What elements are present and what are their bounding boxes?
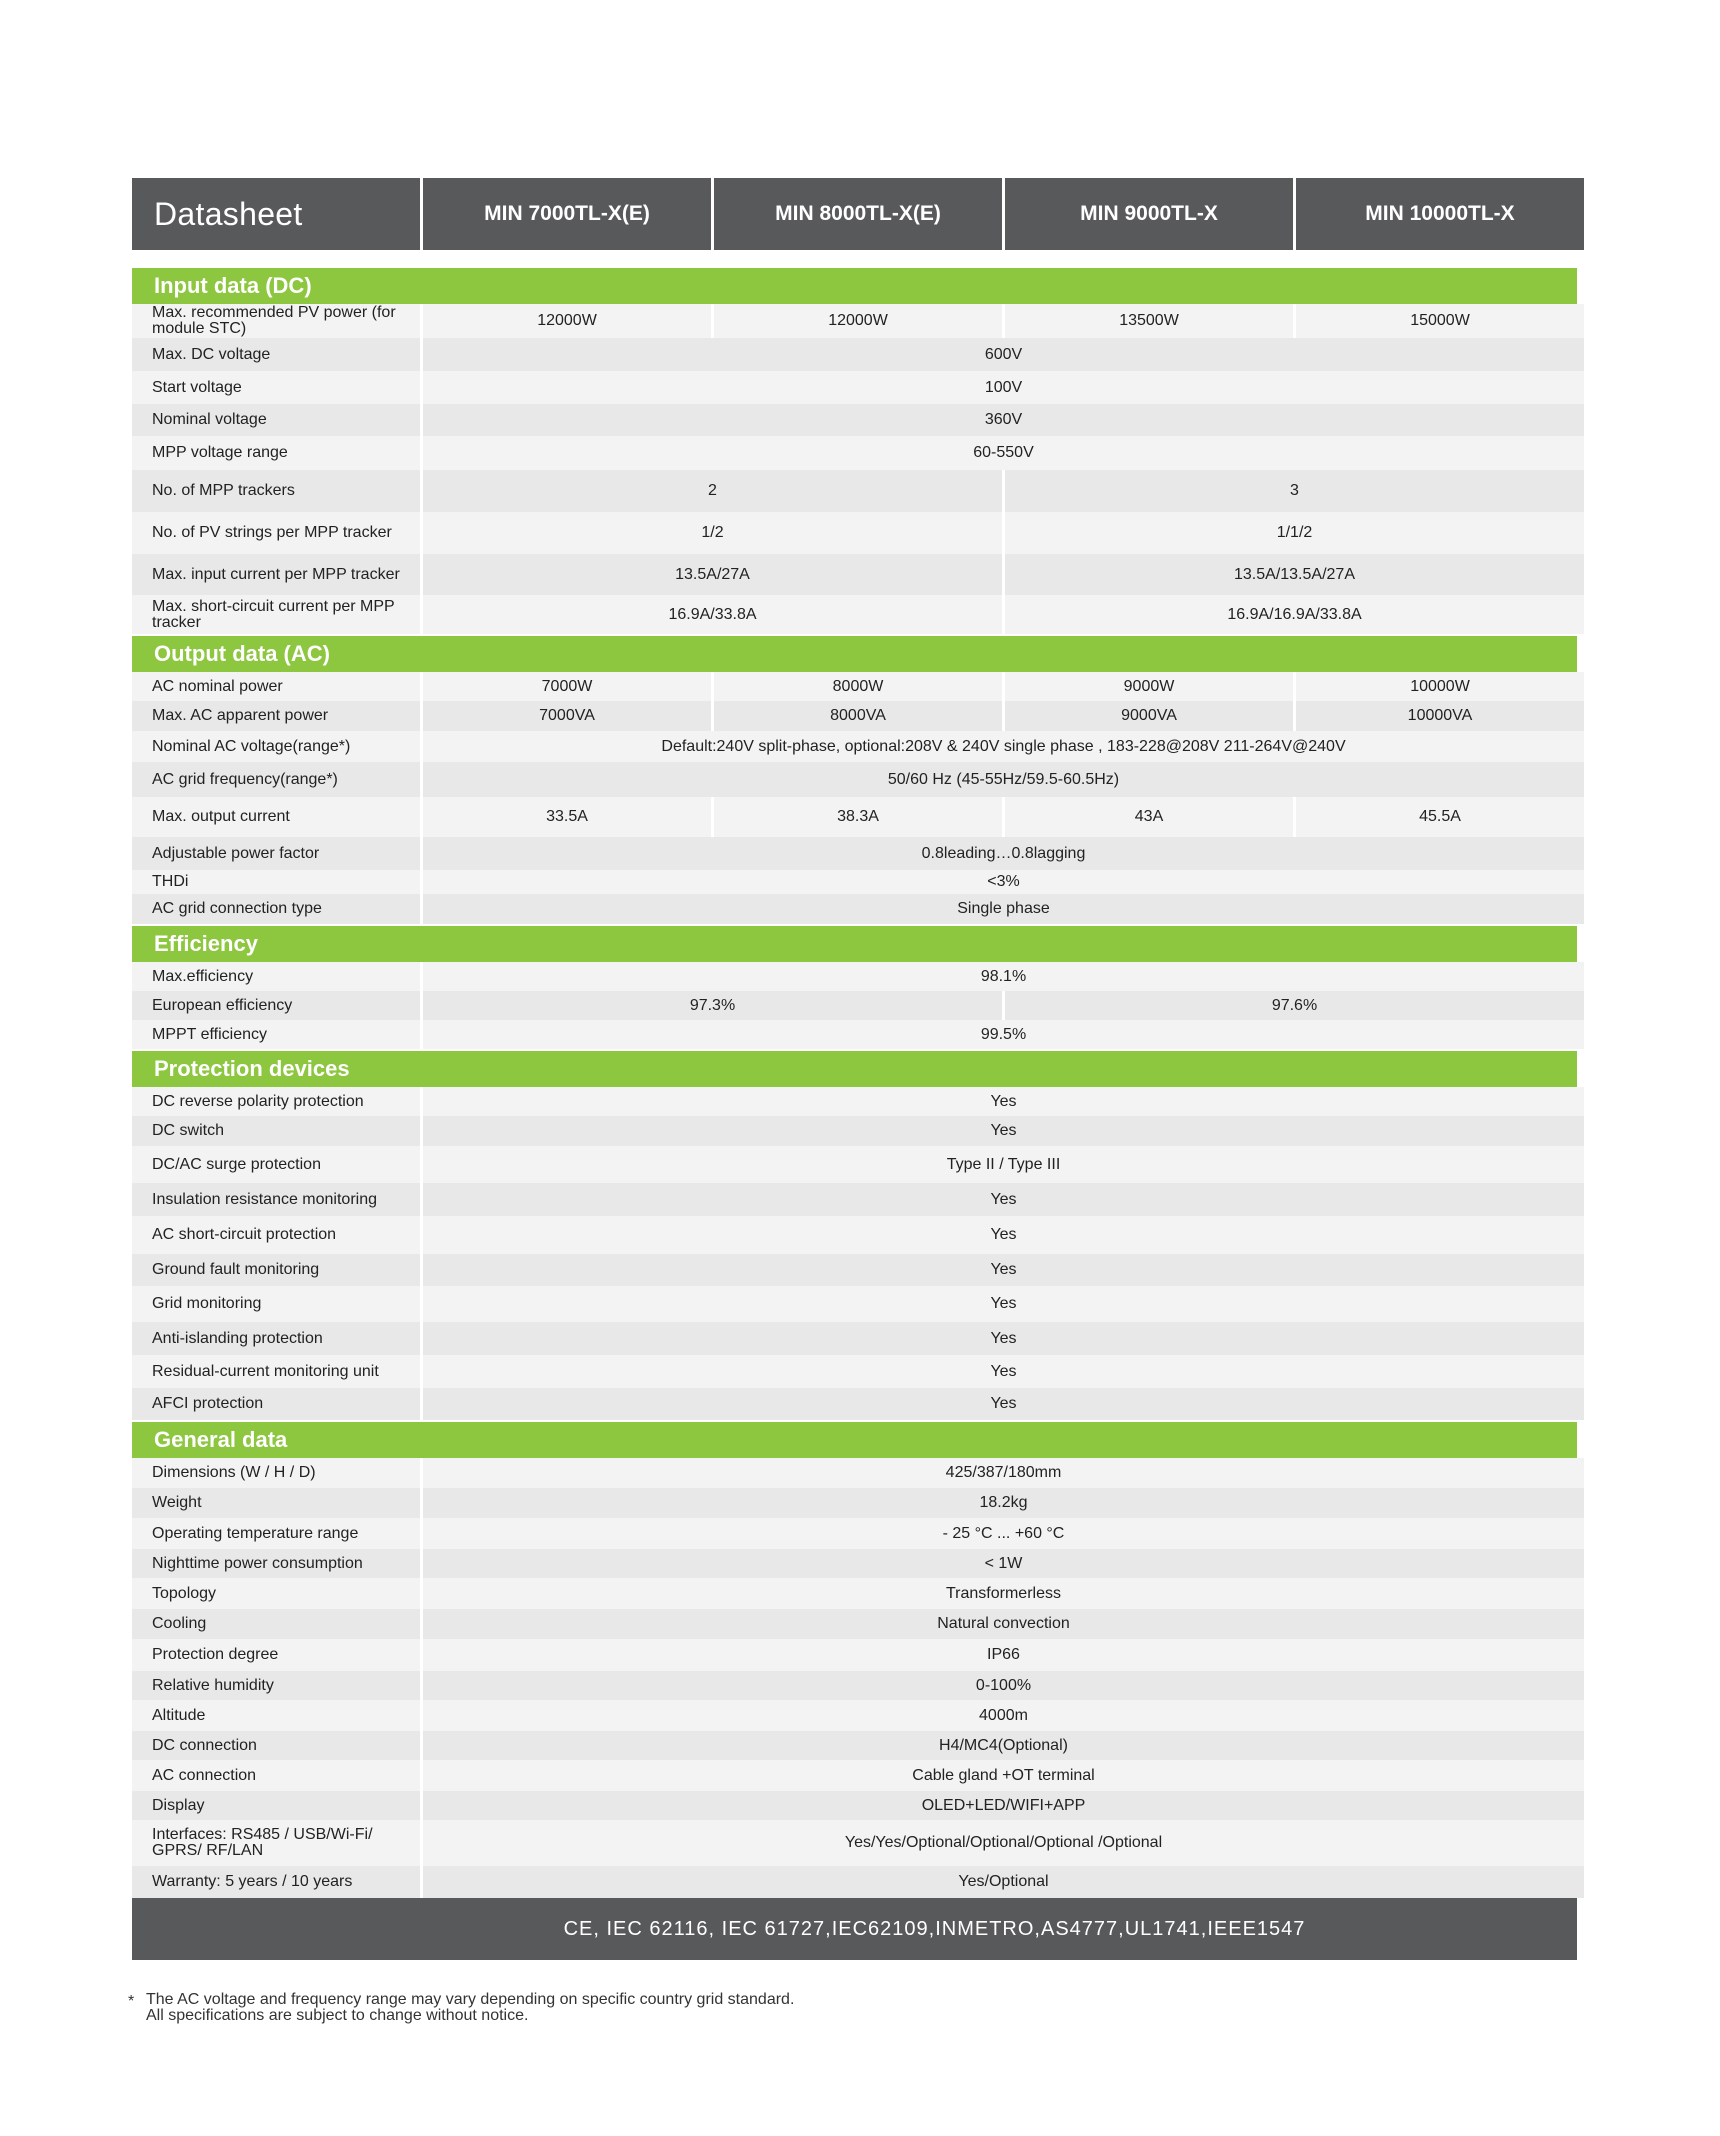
spec-label: Max. output current — [132, 797, 420, 837]
footnote-asterisk: * — [128, 1993, 135, 2010]
spec-row — [132, 1518, 1577, 1549]
spec-value: OLED+LED/WIFI+APP — [423, 1791, 1584, 1820]
certifications-band — [132, 1898, 1577, 1960]
spec-label: Operating temperature range — [132, 1518, 420, 1549]
certifications-text: CE, IEC 62116, IEC 61727,IEC62109,INMETRO,AS4777,UL1741,IEEE1547 — [563, 1917, 1306, 1940]
spec-label: DC reverse polarity protection — [132, 1087, 420, 1116]
spec-label: Dimensions (W / H / D) — [132, 1458, 420, 1488]
spec-value: Yes — [423, 1388, 1584, 1420]
spec-value: 360V — [423, 404, 1584, 436]
spec-label: THDi — [132, 870, 420, 894]
spec-value: 9000W — [1005, 672, 1293, 701]
spec-row — [132, 837, 1577, 870]
footnote-line-2: All specifications are subject to change without notice. — [146, 2007, 529, 2024]
spec-label: Nighttime power consumption — [132, 1549, 420, 1578]
spec-label: Nominal voltage — [132, 404, 420, 436]
spec-row — [132, 1820, 1577, 1866]
spec-sections — [132, 268, 1577, 1898]
spec-row — [132, 371, 1577, 404]
spec-value: 10000W — [1296, 672, 1584, 701]
spec-row — [132, 554, 1577, 595]
spec-value: 60-550V — [423, 436, 1584, 470]
spec-row — [132, 1286, 1577, 1322]
spec-value: Yes — [423, 1216, 1584, 1254]
spec-row — [132, 1731, 1577, 1760]
spec-row — [132, 1216, 1577, 1254]
spec-row — [132, 1549, 1577, 1578]
spec-value: 43A — [1005, 797, 1293, 837]
spec-value: Yes — [423, 1286, 1584, 1322]
spec-value: Single phase — [423, 894, 1584, 924]
spec-row — [132, 1355, 1577, 1388]
spec-row — [132, 870, 1577, 894]
spec-value: 425/387/180mm — [423, 1458, 1584, 1488]
spec-value: 10000VA — [1296, 701, 1584, 731]
spec-label: Max. AC apparent power — [132, 701, 420, 731]
spec-row — [132, 1458, 1577, 1488]
spec-value: 7000VA — [423, 701, 711, 731]
spec-value: Transformerless — [423, 1578, 1584, 1609]
spec-row — [132, 1578, 1577, 1609]
spec-row — [132, 404, 1577, 436]
spec-row — [132, 1791, 1577, 1820]
spec-label: Max.efficiency — [132, 962, 420, 991]
spec-value: 600V — [423, 338, 1584, 371]
section-title: Efficiency — [132, 926, 1577, 962]
spec-row — [132, 470, 1577, 512]
spec-row — [132, 762, 1577, 797]
spec-label: MPP voltage range — [132, 436, 420, 470]
spec-row — [132, 672, 1577, 701]
spec-label: Residual-current monitoring unit — [132, 1355, 420, 1388]
spec-row — [132, 1639, 1577, 1671]
spec-label: Warranty: 5 years / 10 years — [132, 1866, 420, 1898]
spec-label: Altitude — [132, 1700, 420, 1731]
spec-row — [132, 512, 1577, 554]
spec-value: 8000W — [714, 672, 1002, 701]
spec-value: Yes — [423, 1183, 1584, 1216]
model-header-4: MIN 10000TL-X — [1296, 178, 1584, 250]
spec-value: 1/2 — [423, 512, 1002, 554]
spec-row — [132, 1116, 1577, 1146]
spec-value: 9000VA — [1005, 701, 1293, 731]
spec-value: 13.5A/13.5A/27A — [1005, 554, 1584, 595]
footnote — [128, 1992, 794, 2024]
section-title: Protection devices — [132, 1051, 1577, 1087]
spec-value: 100V — [423, 371, 1584, 404]
spec-label: Topology — [132, 1578, 420, 1609]
spec-value: 45.5A — [1296, 797, 1584, 837]
spec-row — [132, 962, 1577, 991]
spec-row — [132, 1866, 1577, 1898]
spec-value: Cable gland +OT terminal — [423, 1760, 1584, 1791]
spec-value: Yes — [423, 1087, 1584, 1116]
spec-value: 98.1% — [423, 962, 1584, 991]
spec-row — [132, 1700, 1577, 1731]
spec-label: No. of MPP trackers — [132, 470, 420, 512]
spec-label: AC nominal power — [132, 672, 420, 701]
section-title: General data — [132, 1422, 1577, 1458]
spec-label: AFCI protection — [132, 1388, 420, 1420]
spec-row — [132, 1183, 1577, 1216]
spec-value: Yes — [423, 1322, 1584, 1355]
spec-label: Insulation resistance monitoring — [132, 1183, 420, 1216]
spec-value: Natural convection — [423, 1609, 1584, 1639]
spec-value: 13.5A/27A — [423, 554, 1002, 595]
spec-value: 15000W — [1296, 304, 1584, 338]
spec-value: 12000W — [423, 304, 711, 338]
spec-row — [132, 1020, 1577, 1049]
spec-label: AC short-circuit protection — [132, 1216, 420, 1254]
spec-value: 50/60 Hz (45-55Hz/59.5-60.5Hz) — [423, 762, 1584, 797]
spec-label: Max. DC voltage — [132, 338, 420, 371]
datasheet-table — [132, 178, 1577, 1960]
spec-value: 2 — [423, 470, 1002, 512]
spec-label: Adjustable power factor — [132, 837, 420, 870]
spec-row — [132, 595, 1577, 634]
spec-label: Protection degree — [132, 1639, 420, 1671]
spec-row — [132, 1146, 1577, 1183]
spec-label: Display — [132, 1791, 420, 1820]
spec-label: Relative humidity — [132, 1671, 420, 1700]
spec-value: 18.2kg — [423, 1488, 1584, 1518]
spec-value: Yes — [423, 1116, 1584, 1146]
spec-value: 7000W — [423, 672, 711, 701]
spec-row — [132, 991, 1577, 1020]
spec-value: 33.5A — [423, 797, 711, 837]
spec-row — [132, 1254, 1577, 1286]
spec-label: MPPT efficiency — [132, 1020, 420, 1049]
spec-label: Interfaces: RS485 / USB/Wi-Fi/ GPRS/ RF/LAN — [132, 1820, 420, 1866]
spec-value: 12000W — [714, 304, 1002, 338]
spec-label: Max. input current per MPP tracker — [132, 554, 420, 595]
spec-label: Nominal AC voltage(range*) — [132, 731, 420, 762]
spec-row — [132, 1488, 1577, 1518]
spec-row — [132, 731, 1577, 762]
spec-value: 99.5% — [423, 1020, 1584, 1049]
model-header-2: MIN 8000TL-X(E) — [714, 178, 1002, 250]
table-header — [132, 178, 1577, 250]
spec-value: 16.9A/33.8A — [423, 595, 1002, 634]
spec-label: DC connection — [132, 1731, 420, 1760]
spec-row — [132, 894, 1577, 924]
spec-label: No. of PV strings per MPP tracker — [132, 512, 420, 554]
spec-value: H4/MC4(Optional) — [423, 1731, 1584, 1760]
spec-value: 97.3% — [423, 991, 1002, 1020]
spec-value: 0-100% — [423, 1671, 1584, 1700]
footnote-line-1: The AC voltage and frequency range may vary depending on specific country grid standard. — [146, 1991, 795, 2008]
spec-row — [132, 338, 1577, 371]
spec-label: European efficiency — [132, 991, 420, 1020]
spec-label: Ground fault monitoring — [132, 1254, 420, 1286]
spec-row — [132, 1322, 1577, 1355]
spec-value: 97.6% — [1005, 991, 1584, 1020]
spec-label: Weight — [132, 1488, 420, 1518]
spec-value: Yes/Optional — [423, 1866, 1584, 1898]
spec-row — [132, 436, 1577, 470]
spec-row — [132, 797, 1577, 837]
spec-row — [132, 1760, 1577, 1791]
spec-value: Yes — [423, 1254, 1584, 1286]
spec-row — [132, 1087, 1577, 1116]
spec-value: < 1W — [423, 1549, 1584, 1578]
spec-label: Max. short-circuit current per MPP tracker — [132, 595, 420, 634]
spec-value: 3 — [1005, 470, 1584, 512]
spec-value: <3% — [423, 870, 1584, 894]
model-header-3: MIN 9000TL-X — [1005, 178, 1293, 250]
spec-row — [132, 701, 1577, 731]
spec-label: DC switch — [132, 1116, 420, 1146]
spec-value: Type II / Type III — [423, 1146, 1584, 1183]
spec-label: Anti-islanding protection — [132, 1322, 420, 1355]
spec-label: Max. recommended PV power (for module STC) — [132, 304, 420, 338]
spec-value: 0.8leading…0.8lagging — [423, 837, 1584, 870]
datasheet-title: Datasheet — [132, 178, 420, 250]
spec-value: 4000m — [423, 1700, 1584, 1731]
spec-value: 38.3A — [714, 797, 1002, 837]
spec-value: 16.9A/16.9A/33.8A — [1005, 595, 1584, 634]
section-title: Input data (DC) — [132, 268, 1577, 304]
spec-label: Grid monitoring — [132, 1286, 420, 1322]
spec-value: 13500W — [1005, 304, 1293, 338]
spec-row — [132, 1671, 1577, 1700]
spec-value: IP66 — [423, 1639, 1584, 1671]
spec-value: Default:240V split-phase, optional:208V & 240V single phase , 183-228@208V 211-264V@240V — [423, 731, 1584, 762]
section-title: Output data (AC) — [132, 636, 1577, 672]
spec-label: Start voltage — [132, 371, 420, 404]
model-header-1: MIN 7000TL-X(E) — [423, 178, 711, 250]
spec-value: Yes — [423, 1355, 1584, 1388]
spec-value: - 25 °C ... +60 °C — [423, 1518, 1584, 1549]
spec-label: Cooling — [132, 1609, 420, 1639]
spec-label: AC grid frequency(range*) — [132, 762, 420, 797]
spec-value: Yes/Yes/Optional/Optional/Optional /Optional — [423, 1820, 1584, 1866]
spec-label: DC/AC surge protection — [132, 1146, 420, 1183]
spec-label: AC connection — [132, 1760, 420, 1791]
spec-label: AC grid connection type — [132, 894, 420, 924]
spec-row — [132, 1609, 1577, 1639]
spec-value: 8000VA — [714, 701, 1002, 731]
spec-row — [132, 304, 1577, 338]
spec-value: 1/1/2 — [1005, 512, 1584, 554]
spec-row — [132, 1388, 1577, 1420]
